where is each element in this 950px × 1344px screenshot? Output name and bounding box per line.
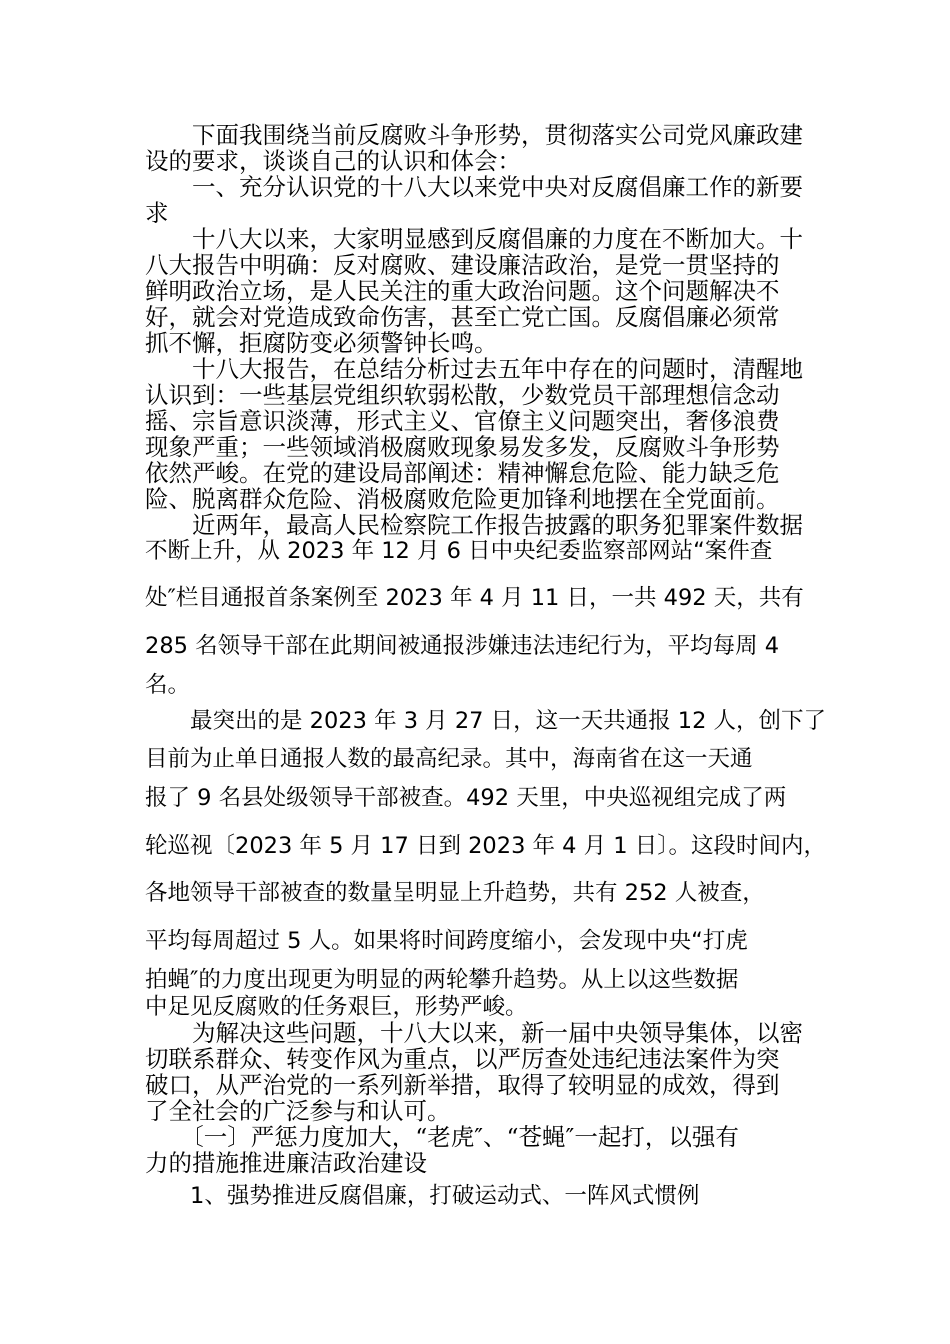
paragraph-line: 下面我围绕当前反腐败斗争形势，贯彻落实公司党风廉政建 [145,121,803,149]
paragraph-line: 好，就会对党造成致命伤害，甚至亡党亡国。反腐倡廉必须常 [145,303,780,331]
paragraph-line: 现象严重；一些领域消极腐败现象易发多发，反腐败斗争形势 [145,433,780,461]
paragraph-line: 报了 9 名县处级领导干部被查。492 天里，中央巡视组完成了两 [145,785,787,811]
section-heading-line: 一、充分认识党的十八大以来党中央对反腐倡廉工作的新要 [145,173,803,201]
paragraph-line: 摇、宗旨意识淡薄，形式主义、官僚主义问题突出，奢侈浪费 [145,407,780,435]
paragraph-line: 处″栏目通报首条案例至 2023 年 4 月 11 日，一共 492 天，共有 [145,585,804,611]
paragraph-line: 十八大以来，大家明显感到反腐倡廉的力度在不断加大。十 [145,225,803,253]
paragraph-line: 中足见反腐败的任务艰巨，形势严峻。 [145,994,528,1020]
section-heading-line: 求 [145,199,169,227]
paragraph-line: 为解决这些问题，十八大以来，新一届中央领导集体，以密 [145,1019,803,1047]
paragraph-line: 285 名领导干部在此期间被通报涉嫌违法违纪行为，平均每周 4 [145,633,780,659]
paragraph-line: 八大报告中明确：反对腐败、建设廉洁政治，是党一贯坚持的 [145,251,780,279]
paragraph-line: 依然严峻。在党的建设局部阐述：精神懈怠危险、能力缺乏危 [145,459,780,487]
paragraph-line: 最突出的是 2023 年 3 月 27 日，这一天共通报 12 人，创下了 [145,708,827,734]
paragraph-line: 各地领导干部被查的数量呈明显上升趋势，共有 252 人被查， [145,880,765,906]
paragraph-line: 切联系群众、转变作风为重点，以严厉查处违纪违法案件为突 [145,1045,780,1073]
paragraph-line: 轮巡视〔2023 年 5 月 17 日到 2023 年 4 月 1 日〕。这段时间内， [145,833,827,859]
paragraph-line: 破口，从严治党的一系列新举措，取得了较明显的成效，得到 [145,1071,780,1099]
paragraph-line: 拍蝇″的力度出现更为明显的两轮攀升趋势。从上以这些数据 [145,967,739,993]
paragraph-line: 设的要求，谈谈自己的认识和体会： [145,147,521,175]
paragraph-line: 近两年，最高人民检察院工作报告披露的职务犯罪案件数据 [145,511,803,539]
paragraph-line: 平均每周超过 5 人。如果将时间跨度缩小，会发现中央“打虎 [145,928,748,954]
paragraph-line: 险、脱离群众危险、消极腐败危险更加锋利地摆在全党面前。 [145,485,780,513]
paragraph-line: 十八大报告，在总结分析过去五年中存在的问题时，清醒地 [145,355,803,383]
paragraph-line: 了全社会的广泛参与和认可。 [145,1097,451,1125]
paragraph-line: 名。 [145,672,191,698]
paragraph-line: 不断上升，从 2023 年 12 月 6 日中央纪委监察部网站“案件查 [145,538,773,564]
subsection-heading-line: 〔一〕严惩力度加大，“老虎″、“苍蝇″一起打，以强有 [145,1123,739,1151]
paragraph-line: 目前为止单日通报人数的最高纪录。其中，海南省在这一天通 [145,746,753,772]
paragraph-line: 认识到：一些基层党组织软弱松散，少数党员干部理想信念动 [145,381,780,409]
list-item-heading: 1、强势推进反腐倡廉，打破运动式、一阵风式惯例 [145,1183,700,1209]
subsection-heading-line: 力的措施推进廉洁政治建设 [145,1149,427,1177]
paragraph-line: 鲜明政治立场，是人民关注的重大政治问题。这个问题解决不 [145,277,780,305]
paragraph-line: 抓不懈，拒腐防变必须警钟长鸣。 [145,329,498,357]
